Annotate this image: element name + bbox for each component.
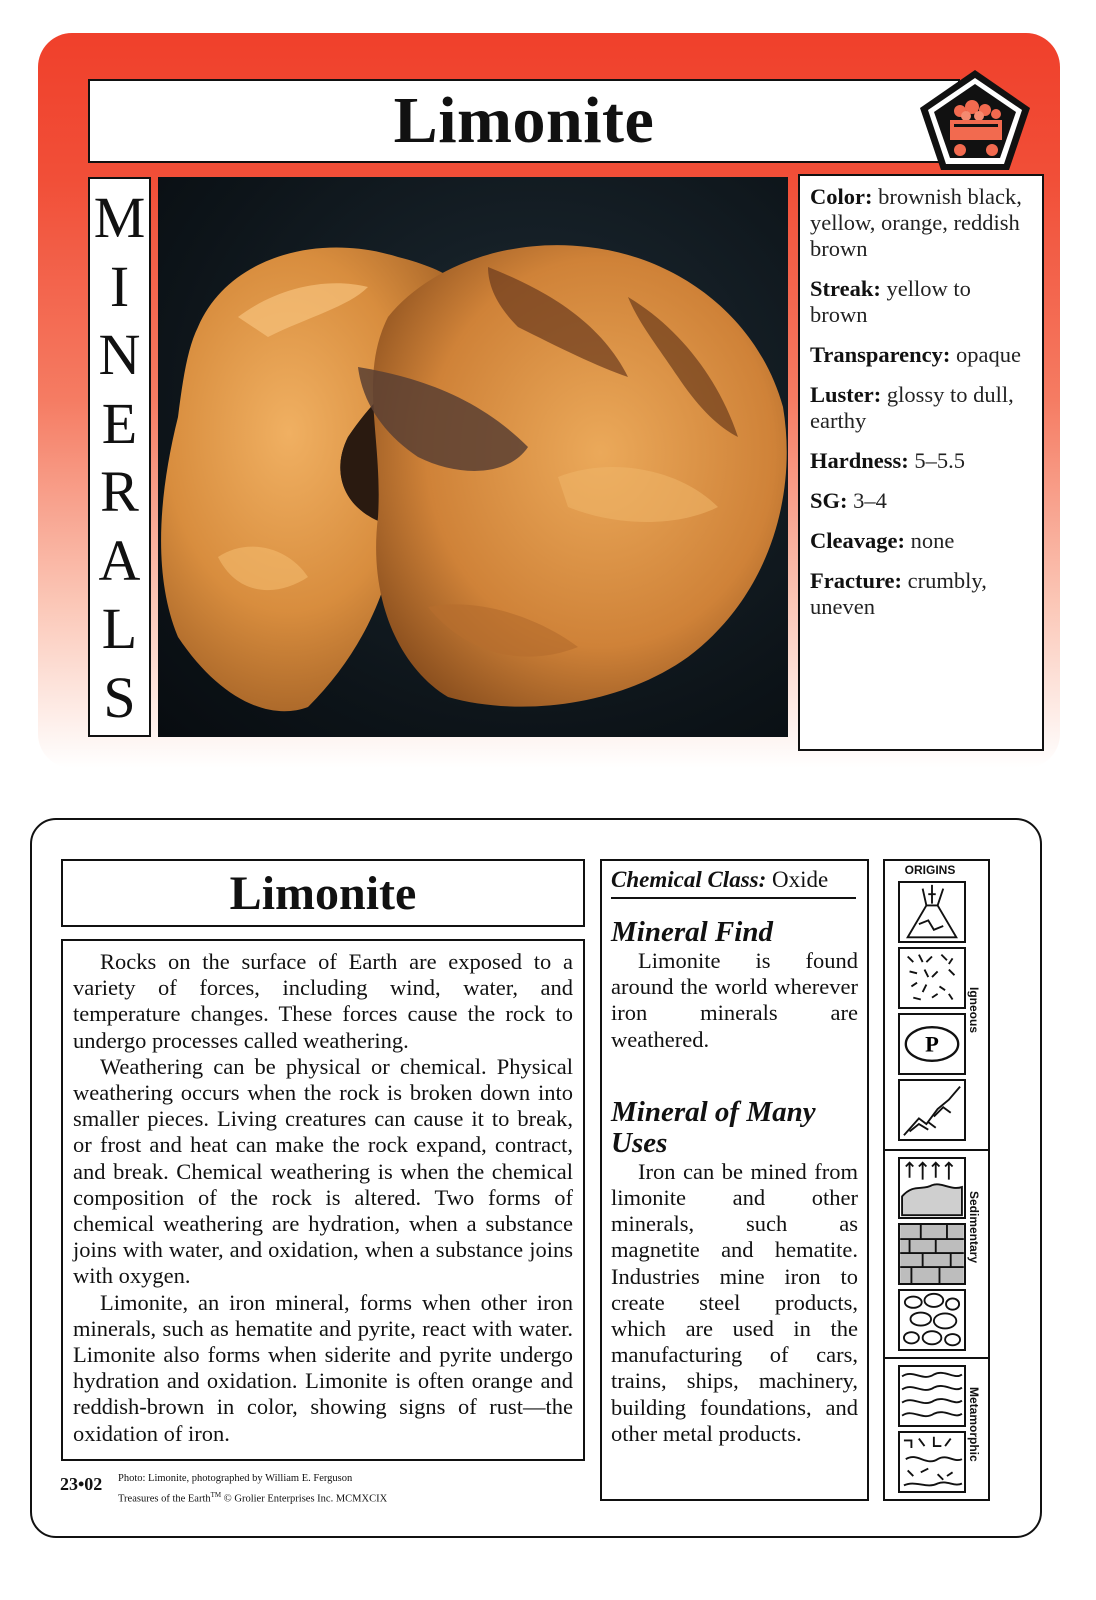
group-divider: [885, 1149, 990, 1151]
property-color: Color: brownish black, yellow, orange, reddish brown: [810, 184, 1022, 261]
gneiss-icon: [898, 1431, 966, 1493]
evaporite-icon: [898, 1157, 966, 1219]
minerals-side-label: [88, 177, 151, 737]
front-title-box: [88, 79, 960, 163]
section-text: Limonite is found around the world wherever iron minerals are weathered.: [611, 948, 858, 1052]
property-fracture: Fracture: crumbly, uneven: [810, 568, 987, 619]
credits: [118, 1470, 387, 1508]
section-text: Iron can be mined from limonite and other minerals, such as magnetite and hematite. Industries mine iron to create steel products, which are used in the manufacturing of cars, trains, ships, machinery, building foundations, and other metal products.: [611, 1158, 858, 1446]
property-streak: Streak: yellow to brown: [810, 276, 971, 327]
mine-cart-icon: [916, 66, 1034, 174]
metamorphic-label: Metamorphic: [967, 1387, 981, 1462]
igneous-crystals-icon: [898, 947, 966, 1009]
photo-credit: Photo: Limonite, photographed by William E. Ferguson: [118, 1473, 353, 1484]
intrusion-icon: [898, 1079, 966, 1141]
conglomerate-icon: [898, 1289, 966, 1351]
description-paragraph: Rocks on the surface of Earth are exposed to a variety of forces, including wind, water, and temperature changes. These forces cause the rock to undergo processes called weathering.: [73, 949, 573, 1053]
mineral-photo: [158, 177, 788, 737]
side-letter: R: [100, 459, 139, 525]
chemical-class: Chemical Class: Oxide: [611, 867, 856, 899]
origins-panel: [883, 859, 990, 1501]
section-heading: Mineral Find: [611, 916, 773, 948]
back-title-box: [61, 859, 585, 927]
description-box: [61, 939, 585, 1461]
plutonic-p-icon: [898, 1013, 966, 1075]
side-letter: S: [103, 664, 136, 730]
side-letter: L: [101, 596, 138, 662]
side-letter: N: [98, 322, 141, 388]
description-paragraph: Limonite, an iron mineral, forms when other iron minerals, such as hematite and pyrite, react with water. Limonite also forms when siderite and pyrite undergo hydration and oxidation. Limonite is often orange and reddish-brown in color, showing signs of rust—the oxidation of iron.: [73, 1289, 573, 1446]
properties-panel: [798, 174, 1044, 751]
side-letter: A: [98, 527, 141, 593]
description-paragraph: Weathering can be physical or chemical. Physical weathering occurs when the rock is broken down into smaller pieces. Living creatures can cause it to break, or frost and heat can make the rock expand, contract, and break. Chemical weathering is when the chemical composition of the rock is altered. Two forms of chemical weathering are hydration, when a substance joins with water, and oxidation, when a substance joins with oxygen.: [73, 1053, 573, 1289]
side-letter: M: [93, 185, 146, 250]
origins-label: ORIGINS: [904, 863, 956, 877]
copyright: Treasures of the Earth™ © Grolier Enterprises Inc. MCMXCIX: [118, 1491, 388, 1505]
back-title: Limonite: [229, 866, 417, 920]
igneous-label: Igneous: [967, 987, 981, 1034]
brick-layers-icon: [898, 1223, 966, 1285]
property-cleavage: Cleavage: none: [810, 528, 955, 553]
property-luster: Luster: glossy to dull, earthy: [810, 382, 1014, 433]
property-transparency: Transparency: opaque: [810, 342, 1022, 367]
limonite-rock-image: [158, 177, 788, 737]
property-sg: SG: 3–4: [810, 488, 887, 513]
p-marker: P: [925, 1031, 939, 1057]
back-card: [30, 818, 1042, 1538]
foliated-icon: [898, 1365, 966, 1427]
group-divider: [885, 1357, 990, 1359]
card-number: 23•02: [60, 1474, 103, 1494]
property-hardness: Hardness: 5–5.5: [810, 448, 966, 473]
side-letter: I: [109, 253, 130, 319]
front-card: [38, 33, 1060, 768]
side-letter: E: [101, 390, 138, 456]
volcano-icon: [898, 881, 966, 943]
front-title: Limonite: [393, 84, 655, 157]
sedimentary-label: Sedimentary: [967, 1191, 981, 1264]
chemical-info-box: [600, 859, 869, 1501]
section-heading: Mineral of Many Uses: [611, 1095, 816, 1159]
